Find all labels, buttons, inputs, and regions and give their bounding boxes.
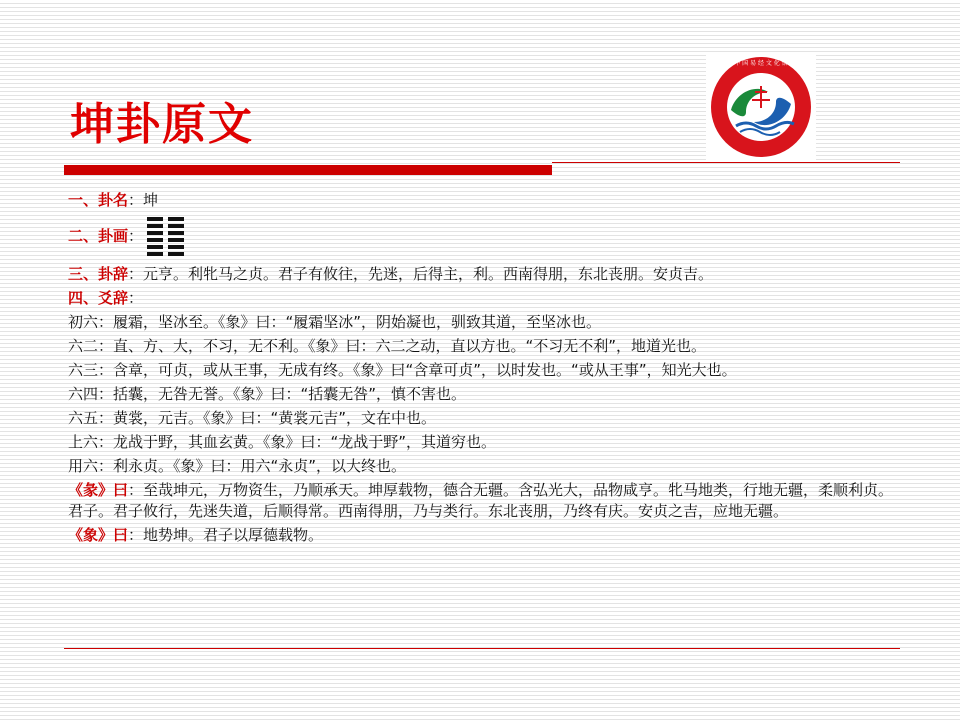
gua-hua-label: 二、卦画	[68, 226, 129, 245]
gua-name-text: 坤	[143, 191, 159, 209]
guaci-row	[68, 264, 900, 285]
tuan-row	[68, 480, 900, 522]
yao-line	[147, 231, 184, 235]
main-content	[68, 190, 900, 549]
gua-name-label: 一、卦名	[68, 191, 129, 209]
gua-name-row	[68, 190, 900, 211]
guaci-sep: ：	[128, 265, 144, 283]
tuan-text: 至哉坤元，万物资生，乃顺承天。坤厚载物，德合无疆。含弘光大，品物咸亨。牝马地类，行地无疆，柔顺利贞。君子。君子攸行，先迷失道，后顺得常。西南得朋，乃与类行。东北丧朋，乃终有庆。安贞之吉，应地无疆。	[68, 481, 894, 520]
gua-hua-sep: ：	[128, 226, 144, 245]
yao-text-line: 初六：履霜，坚冰至。《象》曰：“履霜坚冰”，阴始凝也，驯致其道，至坚冰也。	[68, 313, 602, 331]
gua-hua-row	[68, 214, 900, 258]
yao-text-line: 六三：含章，可贞，或从王事，无成有终。《象》曰“含章可贞”，以时发也。“或从王事”，知光大也。	[68, 361, 737, 379]
yao-line	[147, 217, 184, 221]
tuan-sep: ：	[128, 481, 144, 499]
title-underline-thin	[552, 162, 900, 163]
yao-text-line: 六五：黄裳，元吉。《象》曰：“黄裳元吉”，文在中也。	[68, 409, 437, 427]
yao-text-line: 六四：括囊，无咎无誉。《象》曰：“括囊无咎”，慎不害也。	[68, 385, 467, 403]
guaci-text: 元亨。利牝马之贞。君子有攸往，先迷，后得主，利。西南得朋，东北丧朋。安贞吉。	[143, 265, 714, 283]
tuan-label: 《彖》曰	[68, 481, 129, 499]
bottom-rule	[64, 648, 900, 649]
yao-text-line: 上六：龙战于野，其血玄黄。《象》曰：“龙战于野”，其道穷也。	[68, 433, 497, 451]
yao-text-line: 六二：直、方、大，不习，无不利。《象》曰：六二之动，直以方也。“不习无不利”，地道光也。	[68, 337, 707, 355]
yao-line	[147, 245, 184, 249]
yao-line	[147, 224, 184, 228]
svg-text:中 国 易 经 文 化 馆: 中 国 易 经 文 化 馆	[734, 60, 788, 67]
museum-logo	[706, 52, 816, 162]
xiang-label: 《象》曰	[68, 526, 129, 544]
gua-name-sep: ：	[128, 191, 144, 209]
slide-title: 坤卦原文	[70, 99, 254, 150]
kun-hexagram-icon	[147, 217, 184, 256]
title-underline-thick	[64, 165, 552, 175]
yaoci-row	[68, 288, 900, 309]
xiang-text: 地势坤。君子以厚德载物。	[143, 526, 324, 544]
yaoci-sep: ：	[128, 289, 144, 307]
xiang-sep: ：	[128, 526, 144, 544]
guaci-label: 三、卦辞	[68, 265, 129, 283]
logo-emblem-icon	[706, 52, 816, 162]
xiang-row	[68, 525, 900, 546]
yao-line	[147, 238, 184, 242]
yaoci-label: 四、爻辞	[68, 289, 129, 307]
yao-line	[147, 252, 184, 256]
yao-text-line: 用六：利永贞。《象》曰：用六“永贞”，以大终也。	[68, 457, 407, 475]
